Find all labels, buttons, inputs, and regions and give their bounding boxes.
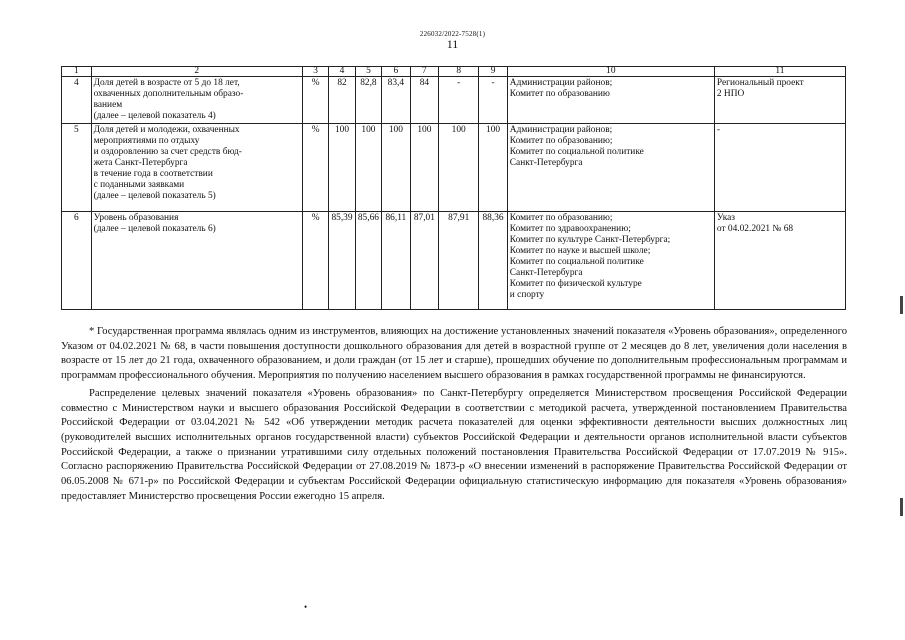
value-cell: - (479, 77, 508, 124)
body-paragraph: Распределение целевых значений показателя «Уровень образования» по Санкт-Петербургу определяется Министерством просвещения Российской Федерации совместно с Министерством науки и высшего образования Российской Федерации в соответствии с методикой расчета, утвержденной постановлением Правительства Российской Федерации от 03.04.2021 № 542 «Об утверждении методик расчета показателей для оценки эффективности деятельности высших должностных лиц (руководителей высших исполнительных органов государственной власти) субъектов Российской Федерации и деятельности органов исполнительной власти субъектов Российской Федерации, а также о признании утратившими силу отдельных положений постановления Правительства Российской Федерации от 17.07.2019 № 915». Согласно распоряжению Правительства Российской Федерации от 27.08.2019 № 1873-р «О внесении изменений в распоряжение Правительства Российской Федерации от 06.05.2008 № 671-р» по Российской Федерации и субъектам Российской Федерации официальную статистическую информацию для показателя «Уровень образования» предоставляет Министерство просвещения России ежегодно 15 апреля. (61, 387, 847, 502)
scan-speck: • (304, 602, 308, 612)
indicators-table (61, 66, 846, 310)
value-cell: 83,4 (382, 77, 411, 124)
column-header: 8 (439, 67, 479, 77)
value-cell: 100 (479, 124, 508, 212)
unit-cell: % (302, 124, 328, 212)
value-cell: 85,66 (355, 212, 381, 310)
basis-cell: Указ от 04.02.2021 № 68 (714, 212, 845, 310)
footnote-paragraph: * Государственная программа являлась одним из инструментов, влияющих на достижение установленных значений показателя «Уровень образования», определенного Указом от 04.02.2021 № 68, в части повышения доступности дошкольного образования для детей в возрастной группе от 2 месяцев до 8 лет, увеличения доли населения в возрасте от 15 лет до 21 года, охваченного образованием, и доли граждан (от 15 лет и старше), прошедших обучение по дополнительным профессиональным программам и программам профессионального обучения. Мероприятия по получению населением высшего образования в рамках государственной программы не финансируются. (61, 326, 847, 382)
indicator-name: Уровень образования (далее – целевой показатель 6) (91, 212, 302, 310)
document-id: 226032/2022-7528(1) (419, 30, 486, 38)
value-cell: 82 (329, 77, 355, 124)
column-header: 9 (479, 67, 508, 77)
column-header: 5 (355, 67, 381, 77)
value-cell: 100 (382, 124, 411, 212)
header-row (62, 67, 846, 77)
value-cell: 100 (410, 124, 439, 212)
column-header: 3 (302, 67, 328, 77)
scan-edge-mark (900, 296, 903, 314)
indicator-name: Доля детей в возрасте от 5 до 18 лет, охваченных дополнительным образо- ванием (далее – целевой показатель 4) (91, 77, 302, 124)
page-number: 11 (446, 37, 459, 51)
table-row (62, 77, 846, 124)
column-header: 7 (410, 67, 439, 77)
value-cell: 86,11 (382, 212, 411, 310)
column-header: 4 (329, 67, 355, 77)
notes-section (61, 325, 847, 504)
row-number: 5 (62, 124, 92, 212)
basis-cell: Региональный проект 2 НПО (714, 77, 845, 124)
value-cell: 100 (329, 124, 355, 212)
column-header: 1 (62, 67, 92, 77)
value-cell: 84 (410, 77, 439, 124)
value-cell: 87,01 (410, 212, 439, 310)
column-header: 2 (91, 67, 302, 77)
value-cell: 87,91 (439, 212, 479, 310)
value-cell: 85,39 (329, 212, 355, 310)
row-number: 4 (62, 77, 92, 124)
column-header: 11 (714, 67, 845, 77)
value-cell: 100 (439, 124, 479, 212)
executors-cell: Комитет по образованию; Комитет по здравоохранению; Комитет по культуре Санкт-Петербурга; Комитет по науке и высшей школе; Комитет по социальной политике Санкт-Петербурга Комитет по физической культуре и спорту (507, 212, 714, 310)
table-row (62, 212, 846, 310)
value-cell: - (439, 77, 479, 124)
column-header: 6 (382, 67, 411, 77)
value-cell: 100 (355, 124, 381, 212)
scan-edge-mark (900, 498, 903, 516)
unit-cell: % (302, 212, 328, 310)
value-cell: 88,36 (479, 212, 508, 310)
basis-cell: - (714, 124, 845, 212)
column-header: 10 (507, 67, 714, 77)
row-number: 6 (62, 212, 92, 310)
indicator-name: Доля детей и молодежи, охваченных мероприятиями по отдыху и оздоровлению за счет средств бюд- жета Санкт-Петербурга в течение года в соответствии с поданными заявками (далее – целевой показатель 5) (91, 124, 302, 212)
table-row (62, 124, 846, 212)
executors-cell: Администрации районов; Комитет по образованию; Комитет по социальной политике Санкт-Петербурга (507, 124, 714, 212)
value-cell: 82,8 (355, 77, 381, 124)
unit-cell: % (302, 77, 328, 124)
executors-cell: Администрации районов; Комитет по образованию (507, 77, 714, 124)
